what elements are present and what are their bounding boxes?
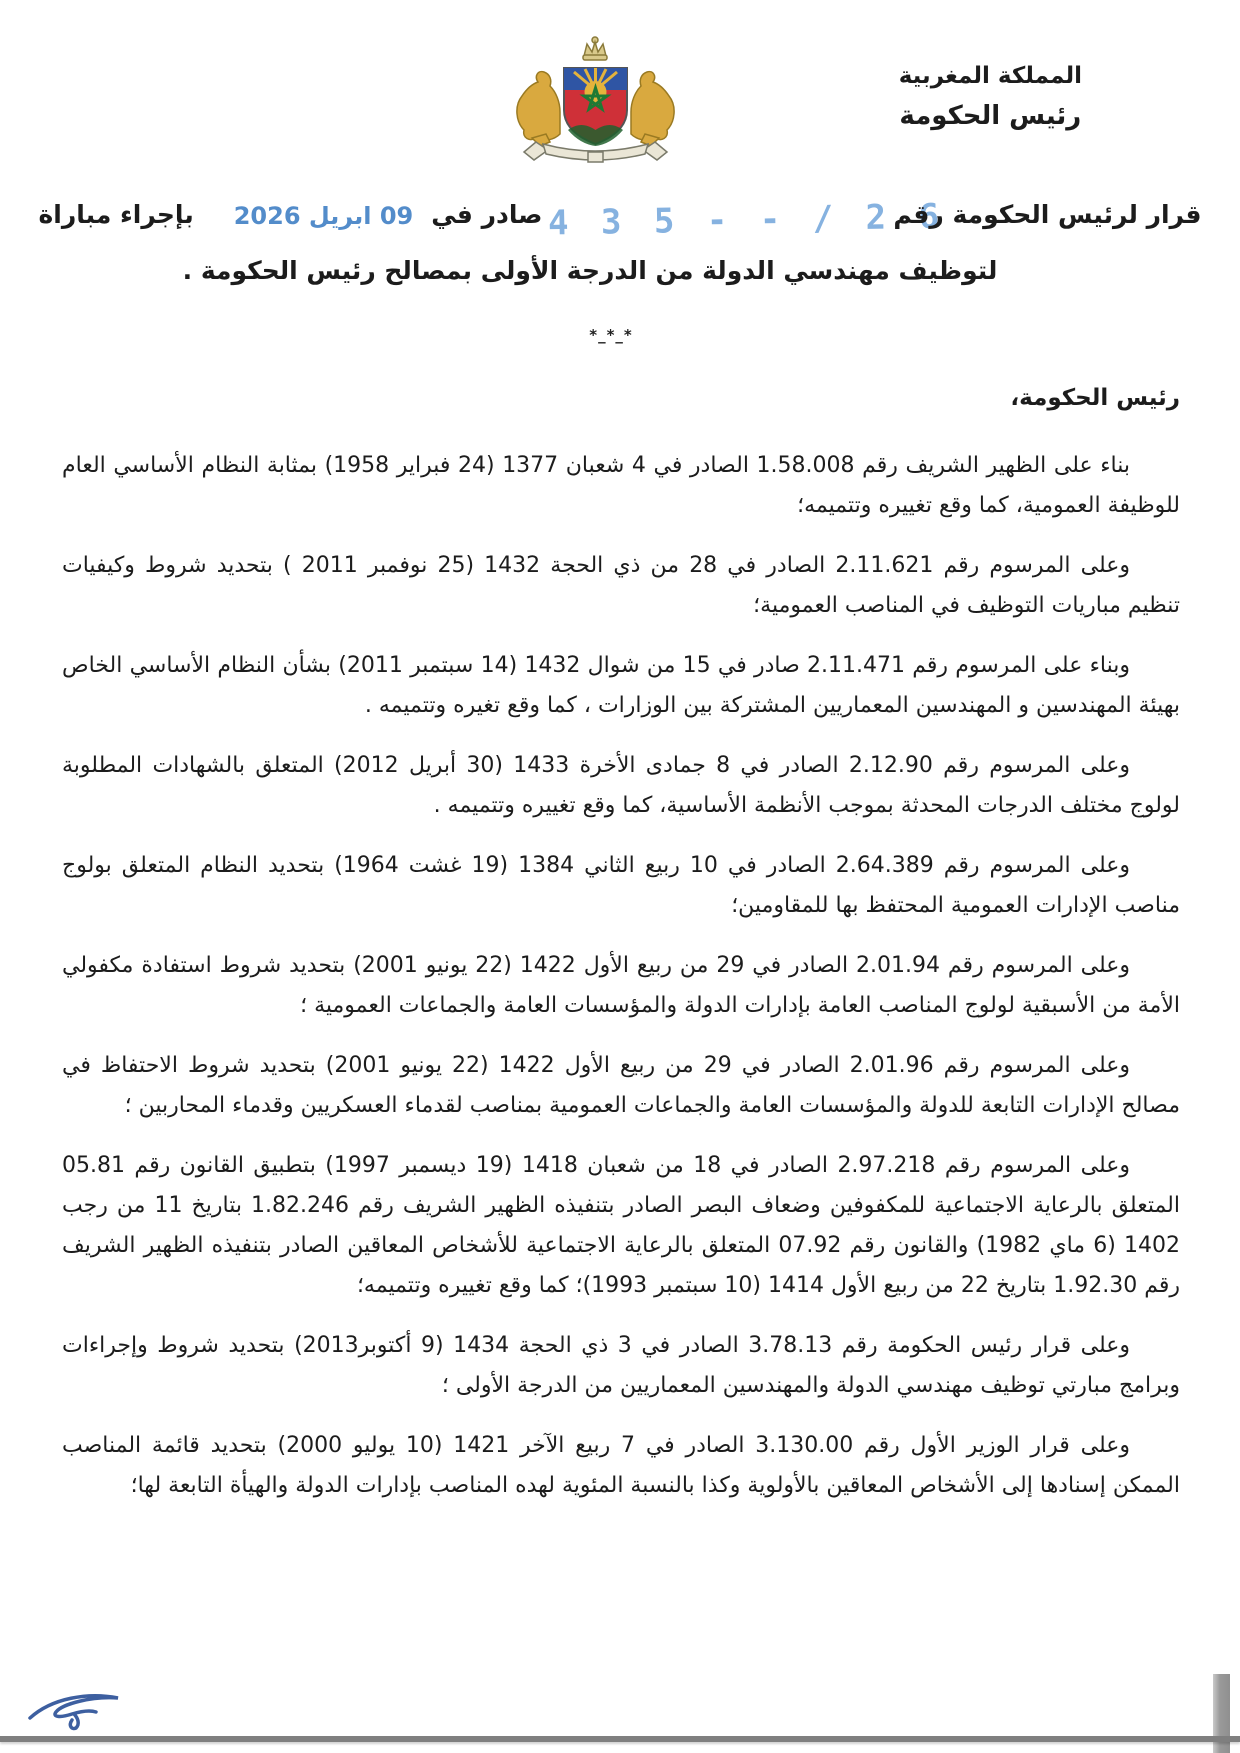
title-separator: *_*_* [589, 326, 633, 344]
title-part1: قرار لرئيس الحكومة رقم [893, 199, 1202, 229]
letterhead [899, 56, 1082, 136]
authority-title: رئيس الحكومة [899, 101, 1082, 131]
recital-paragraph: وعلى المرسوم رقم 2.97.218 الصادر في 18 من شعبان 1418 (19 ديسمبر 1997) بتطبيق القانون رقم 05.81 المتعلق بالرعاية الاجتماعية للمكفوفين وضعاف البصر الصادر بتنفيذه الظهير الشريف رقم 1.82.246 بتاريخ 11 من رجب 1402 (6 ماي 1982) والقانون رقم 07.92 المتعلق بالرعاية الاجتماعية للأشخاص المعاقين الصادر بتنفيذه الظهير الشريف رقم 1.92.30 بتاريخ 22 من ربيع الأول 1414 (10 سبتمبر 1993)؛ كما وقع تغييره وتتميمه؛ [62, 1153, 1181, 1298]
coat-of-arms-icon [488, 34, 703, 168]
recital-paragraph: وعلى قرار رئيس الحكومة رقم 3.78.13 الصادر في 3 ذي الحجة 1434 (9 أكتوبر2013) بتحديد شروط وإجراءات وبرامج مبارتي توظيف مهندسي الدولة والمهندسين المعماريين من الدرجة الأولى ؛ [62, 1333, 1180, 1398]
decree-number-stamp: 4 3 5 - - / 2 6 [548, 196, 946, 244]
recital-paragraph: وعلى المرسوم رقم 2.01.96 الصادر في 29 من ربيع الأول 1422 (22 يونيو 2001) بتحديد شروط الاحتفاظ في مصالح الإدارات التابعة للدولة والمؤسسات العامة والجماعات العمومية بمناصب لقدماء العسكريين وقدماء المحاربين ؛ [62, 1053, 1180, 1118]
recital-paragraph: وبناء على المرسوم رقم 2.11.471 صادر في 15 من شوال 1432 (14 سبتمبر 2011) بشأن النظام الأساسي الخاص بهيئة المهندسين و المهندسين المعماريين المشتركة بين الوزارات ، كما وقع تغيره وتتميمه . [62, 653, 1180, 718]
date-stamp: 09 ابريل 2026 [233, 202, 414, 230]
recital-paragraph: وعلى المرسوم رقم 2.12.90 الصادر في 8 جمادى الأخرة 1433 (30 أبريل 2012) المتعلق بالشهادات المطلوبة لولوج مختلف الدرجات المحدثة بموجب الأنظمة الأساسية، كما وقع تغييره وتتميمه . [62, 753, 1180, 818]
recital-paragraph: وعلى المرسوم رقم 2.11.621 الصادر في 28 من ذي الحجة 1432 (25 نوفمبر 2011 ) بتحديد شروط وكيفيات تنظيم مباريات التوظيف في المناصب العمومية؛ [62, 553, 1180, 618]
recital-paragraph: وعلى المرسوم رقم 2.01.94 الصادر في 29 من ربيع الأول 1422 (22 يونيو 2001) بتحديد شروط استفادة مكفولي الأمة من الأسبقية لولوج المناصب العامة بإدارات الدولة والمؤسسات العامة والجماعات العمومية ؛ [62, 953, 1180, 1018]
recital-paragraph: وعلى المرسوم رقم 2.64.389 الصادر في 10 ربيع الثاني 1384 (19 غشت 1964) بتحديد النظام المتعلق بولوج مناصب الإدارات العمومية المحتفظ بها للمقاومين؛ [62, 853, 1180, 918]
decree-title-line2: لتوظيف مهندسي الدولة من الدرجة الأولى بمصالح رئيس الحكومة . [182, 256, 998, 285]
kingdom-title: المملكة المغربية [898, 63, 1082, 89]
recital-paragraph: بناء على الظهير الشريف رقم 1.58.008 الصادر في 4 شعبان 1377 (24 فبراير 1958) بمثابة النظام الأساسي العام للوظيفة العمومية، كما وقع تغييره وتتميمه؛ [62, 453, 1180, 518]
title-part3: بإجراء مباراة [38, 199, 194, 229]
scan-edge-horizontal [0, 1736, 1240, 1742]
recital-paragraph: وعلى قرار الوزير الأول رقم 3.130.00 الصادر في 7 ربيع الآخر 1421 (10 يوليو 2000) بتحديد قائمة المناصب الممكن إسنادها إلى الأشخاص المعاقين بالأولوية وكذا بالنسبة المئوية لهده المناصب بإدارات الدولة والهيأة التابعة لها؛ [62, 1433, 1180, 1498]
title-part2: صادر في [431, 199, 543, 229]
salutation: رئيس الحكومة، [1010, 385, 1180, 411]
decree-title-line1 [0, 194, 1240, 244]
decree-body [62, 378, 1180, 1526]
signature-paraph [22, 1684, 157, 1732]
